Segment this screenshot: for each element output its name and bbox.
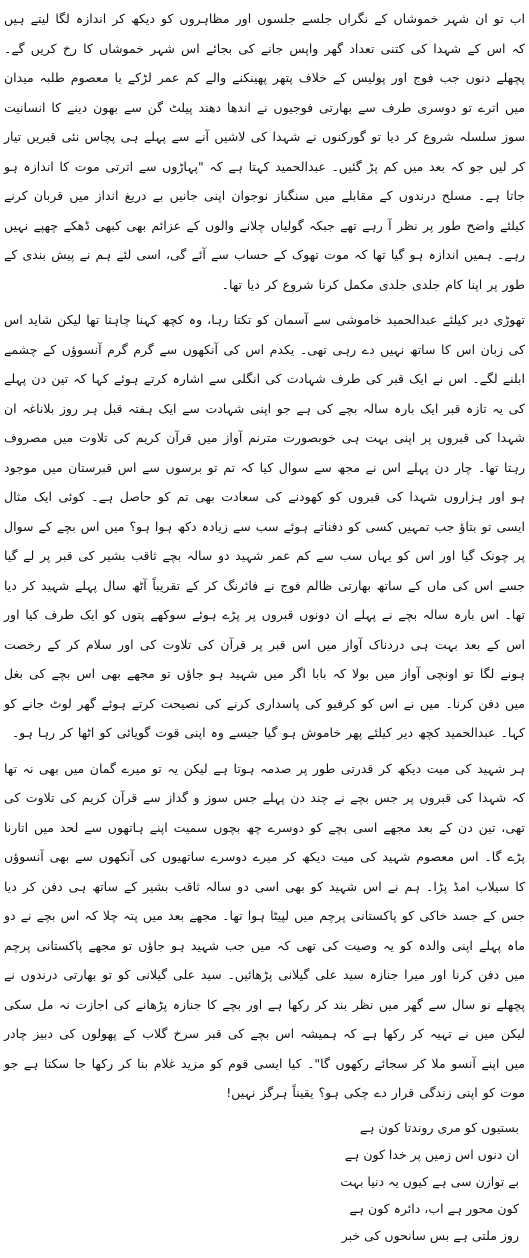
poem-line: ان دنوں اس زمیں پر خدا کون ہے <box>344 1146 519 1162</box>
poem-line: روز ملتی ہے بس سانحوں کی خبر <box>341 1227 519 1243</box>
poem-block <box>4 1114 525 1249</box>
poem-line: بے توازن سی ہے کیوں یہ دنیا بہت <box>340 1173 519 1189</box>
poem-line: کون محور ہے اب، دائرہ کون ہے <box>349 1200 519 1216</box>
article-paragraph-3: ہر شہید کی میت دیکھ کر قدرتی طور پر صدمہ ہوتا ہے لیکن یہ تو میرے گمان میں بھی نہ تھا کہ شہدا کی قبروں پر جس بچے نے چند دن پہلے جس سوز و گداز سے قرآن کریم کی تلاوت کی تھی، تین دن کے بعد مجھے اسی بچے کو دوسرے چھ بچوں سمیت اپنے ہاتھوں سے لحد میں اتارنا پڑے گا۔ اس معصوم شہید کی میت دیکھ کر میرے دوسرے ساتھیوں کی آنکھوں سے بھی آنسوؤں کا سیلاب امڈ پڑا۔ ہم نے اس شہید کو بھی اسی دو سالہ ثاقب بشیر کے ساتھ ہی دفن کر دیا جس کے جسد خاکی کو پاکستانی پرچم میں لپیٹا ہوا تھا۔ مجھے بعد میں پتہ چلا کہ اس بچے نے دو ماہ پہلے اپنی والدہ کو یہ وصیت کی تھی کہ میں جب شہید ہو جاؤں تو مجھے پاکستانی پرچم میں دفن کرنا اور میرا جنازہ سید علی گیلانی پڑھائیں۔ سید علی گیلانی کو تو بھارتی درندوں نے پچھلے نو سال سے گھر میں نظر بند کر رکھا ہے اور بچے کا جنازہ پڑھانے کی اجازت نہ مل سکی لیکن میں نے تہیہ کر رکھا ہے کہ ہمیشہ اس بچے کی قبر سرخ گلاب کے پھولوں کی دبیز چادر میں اپنے آنسو ملا کر سجائے رکھوں گا"۔ کیا ایسی قوم کو مزید غلام بنا کر رکھا جا سکتا ہے جو موت کو اپنی زندگی قرار دے چکی ہو؟ یقیناً ہرگز نہیں! <box>4 760 525 1100</box>
poem-line: بستیوں کو مری روندتا کون ہے <box>359 1119 519 1135</box>
article-paragraph-2: تھوڑی دیر کیلئے عبدالحمید خاموشی سے آسمان کو تکتا رہا، وہ کچھ کہنا چاہتا تھا لیکن شاید اس کی زبان اس کا ساتھ نہیں دے رہی تھی۔ یکدم اس کی آنکھوں سے گرم گرم آنسوؤں کے چشمے ابلنے لگے۔ اس نے ایک قبر کی طرف شہادت کی انگلی سے اشارہ کرتے ہوئے کہا کہ تین دن پہلے کی یہ تازہ قبر ایک بارہ سالہ بچے کی ہے جو اپنی شہادت سے ایک ہفتہ قبل ہر روز بلاناغہ ان شہدا کی قبروں پر اپنی بہت ہی خوبصورت مترنم آواز میں قرآن کریم کی تلاوت میں مصروف رہتا تھا۔ چار دن پہلے اس نے مجھ سے سوال کیا کہ تم تو برسوں سے اس قبرستان میں موجود ہو اور ہزاروں شہدا کی قبروں کو کھودنے کی سعادت بھی تم کو حاصل ہے۔ کوئی ایک مثال ایسی تو بتاؤ جب تمہیں کسی کو دفناتے ہوئے سب سے زیادہ دکھ ہوا ہو؟ میں اس بچے کے سوال پر چونک گیا اور اس کو یہاں سب سے کم عمر شہید دو سالہ بچے ثاقب بشیر کی قبر پر لے گیا جسے اس کی ماں کے ساتھ بھارتی ظالم فوج نے فائرنگ کر کے تقریباً آٹھ سال پہلے شہید کر دیا تھا۔ اس بارہ سالہ بچے نے پہلے ان دونوں قبروں پر پڑے ہوئے سوکھے پتوں کو ایک طرف کیا اور اس کے بعد بہت ہی دردناک آواز میں اس قبر پر قرآن کی تلاوت کی اور سلام کر کے رخصت ہونے لگا تو اونچی آواز میں بولا کہ بابا اگر میں شہید ہو جاؤں تو مجھے بھی اس بچے کی بغل میں دفن کرنا۔ میں نے اس کو کرفیو کی پاسداری کرنے کی نصیحت کرتے ہوئے گھر لوٹ جانے کو کہا۔ عبدالحمید کچھ دیر کیلئے پھر خاموش ہو گیا جیسے وہ اپنی قوت گویائی کو اٹھا کر رہا ہو۔ <box>4 312 525 740</box>
article-paragraph-1: اب تو ان شہر خموشاں کے نگراں جلسے جلسوں اور مظاہروں کو دیکھ کر اندازہ لگا لیتے ہیں کہ اس کے شہدا کی کتنی تعداد گھر واپس جانے کی بجائے اس شہر خموشاں کا رخ کریں گے۔ پچھلے دنوں جب فوج اور پولیس کے خلاف پتھر پھینکنے والے کم عمر لڑکے یا معصوم طلبہ میدان میں اترے تو دوسری طرف سے بھارتی فوجیوں نے اندھا دھند پیلٹ گن سے بھون دینے کا انسانیت سوز سلسلہ شروع کر دیا تو گورکنوں نے شہدا کی لاشیں آنے سے پہلے ہی پچاس نئی قبریں تیار کر لیں جو کہ بعد میں کم پڑ گئیں۔ عبدالحمید کہتا ہے کہ "پہاڑوں سے اترتی موت کا اندازہ ہو جاتا ہے۔ مسلح درندوں کے مقابلے میں سنگباز نوجوان اپنی جانیں بے دریغ انداز میں قربان کرنے کیلئے واضح طور پر نظر آ رہے تھے جبکہ گولیاں چلانے والوں کے عزائم بھی کبھی ڈھکے چھپے نہیں رہے۔ ہمیں اندازہ ہو گیا تھا کہ موت تھوک کے حساب سے آئے گی، اسی لئے ہم نے پیش بندی کے طور پر اپنا کام جلدی جلدی مکمل کرنا شروع کر دیا تھا۔ <box>4 11 525 292</box>
